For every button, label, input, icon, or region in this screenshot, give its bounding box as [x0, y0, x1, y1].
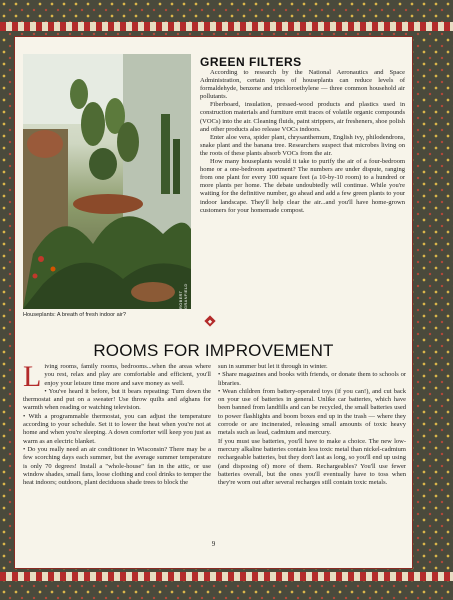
photo-credit: ROBERT GRANFIELD [178, 283, 188, 309]
green-filters-paragraph: According to research by the National Aeronautics and Space Administration, certain types of houseplants can reduce levels of formaldehyde, benzene and trichloroethylene — three common household air pollutants. [200, 69, 405, 101]
photo-illustration [23, 54, 191, 309]
page-number: 9 [211, 540, 216, 548]
diamond-ornament-icon [204, 315, 215, 326]
green-filters-paragraph: How many houseplants would it take to purify the air of a four-bedroom home or a one-bedroom apartment? The numbers are under dispute, ranging from one plant for every 100 square feet (a 10-by-10 room) to a hundred or more plants per home. The debate undoubtedly will continue. While you're waiting for the definitive number, go ahead and add a few green plants to your indoor landscape. They'll help clear the air...and you'll have home-grown customers for your homemade compost. [200, 158, 405, 214]
top-border-trim [0, 22, 453, 31]
bottom-border-trim [0, 572, 453, 581]
drop-cap: L [23, 360, 42, 393]
green-filters-heading: GREEN FILTERS [200, 55, 302, 69]
rooms-right-column [218, 363, 406, 487]
green-filters-paragraph: Fiberboard, insulation, pressed-wood products and plastics used in construction materials and furniture emit traces of volatile organic compounds (VOCs) into the air. Cleaning fluids, paint strippers, air fresheners, shoe polish and other products also release VOCs indoors. [200, 101, 405, 133]
green-filters-paragraph: Enter aloe vera, spider plant, chrysanthemum, English ivy, philodendrons, snake plant and the banana tree. Researchers suspect that microbes living on the roots of these plants absorb VOCs from the air. [200, 133, 405, 157]
photo-caption: Houseplants: A breath of fresh indoor air? [23, 312, 126, 318]
rooms-paragraph: sun in summer but let it through in winter. [218, 363, 328, 370]
rooms-paragraph: • Share magazines and books with friends, or donate them to schools or libraries. [218, 371, 406, 387]
rooms-intro-text: iving rooms, family rooms, bedrooms...when the areas where you rest, relax and play are comfortable and efficient, you'll enjoy your leisure time more and save money as well. [44, 363, 211, 387]
green-filters-body [200, 69, 405, 215]
rooms-heading: ROOMS FOR IMPROVEMENT [93, 341, 334, 360]
rooms-paragraph: • With a programmable thermostat, you can adjust the temperature according to your schedule. Set it to lower the heat when you're not at home and when you're sleeping. A down comforter will keep you just as warm as an electric blanket. [23, 412, 211, 445]
houseplants-photo [23, 54, 191, 309]
rooms-paragraph: • You've heard it before, but it bears repeating: Turn down the thermostat and put on a sweater! Use throw quilts and afghans for warmth when reading or watching television. [23, 387, 211, 412]
rooms-intro-paragraph [23, 360, 211, 393]
rooms-paragraph: • Wean children from battery-operated toys (if you can!), and cut back on your use of batteries in general. Unlike car batteries, which have been banned from landfills and can be recycled, the small batteries used to power flashlights and boom boxes end up in the trash — where they corrode or are incinerated, releasing small amounts of toxic heavy metals such as lead, cadmium and mercury. [218, 387, 406, 437]
rooms-paragraph: If you must use batteries, you'll have to make a choice. The new low-mercury alkaline batteries contain less toxic metal than nickel-cadmium rechargeable batteries, but they don't last as long, so you'll end up using (and disposing of) more of them. Rechargeables? You'll use fewer batteries overall, but the ones you'll eventually have to toss when they're worn out after several recharges still contain toxic metals. [218, 437, 406, 487]
rooms-left-column [23, 360, 211, 487]
page [14, 36, 413, 569]
rooms-paragraph: • Do you really need an air conditioner in Wisconsin? There may be a few scorching days each summer, but the average summer temperature is only 70 degrees! Install a "whole-house" fan in the attic, or use window shades, small fans, loose clothing and cool drinks to temper the heat indoors; outdoors, plant deciduous shade trees to block the [23, 445, 211, 487]
